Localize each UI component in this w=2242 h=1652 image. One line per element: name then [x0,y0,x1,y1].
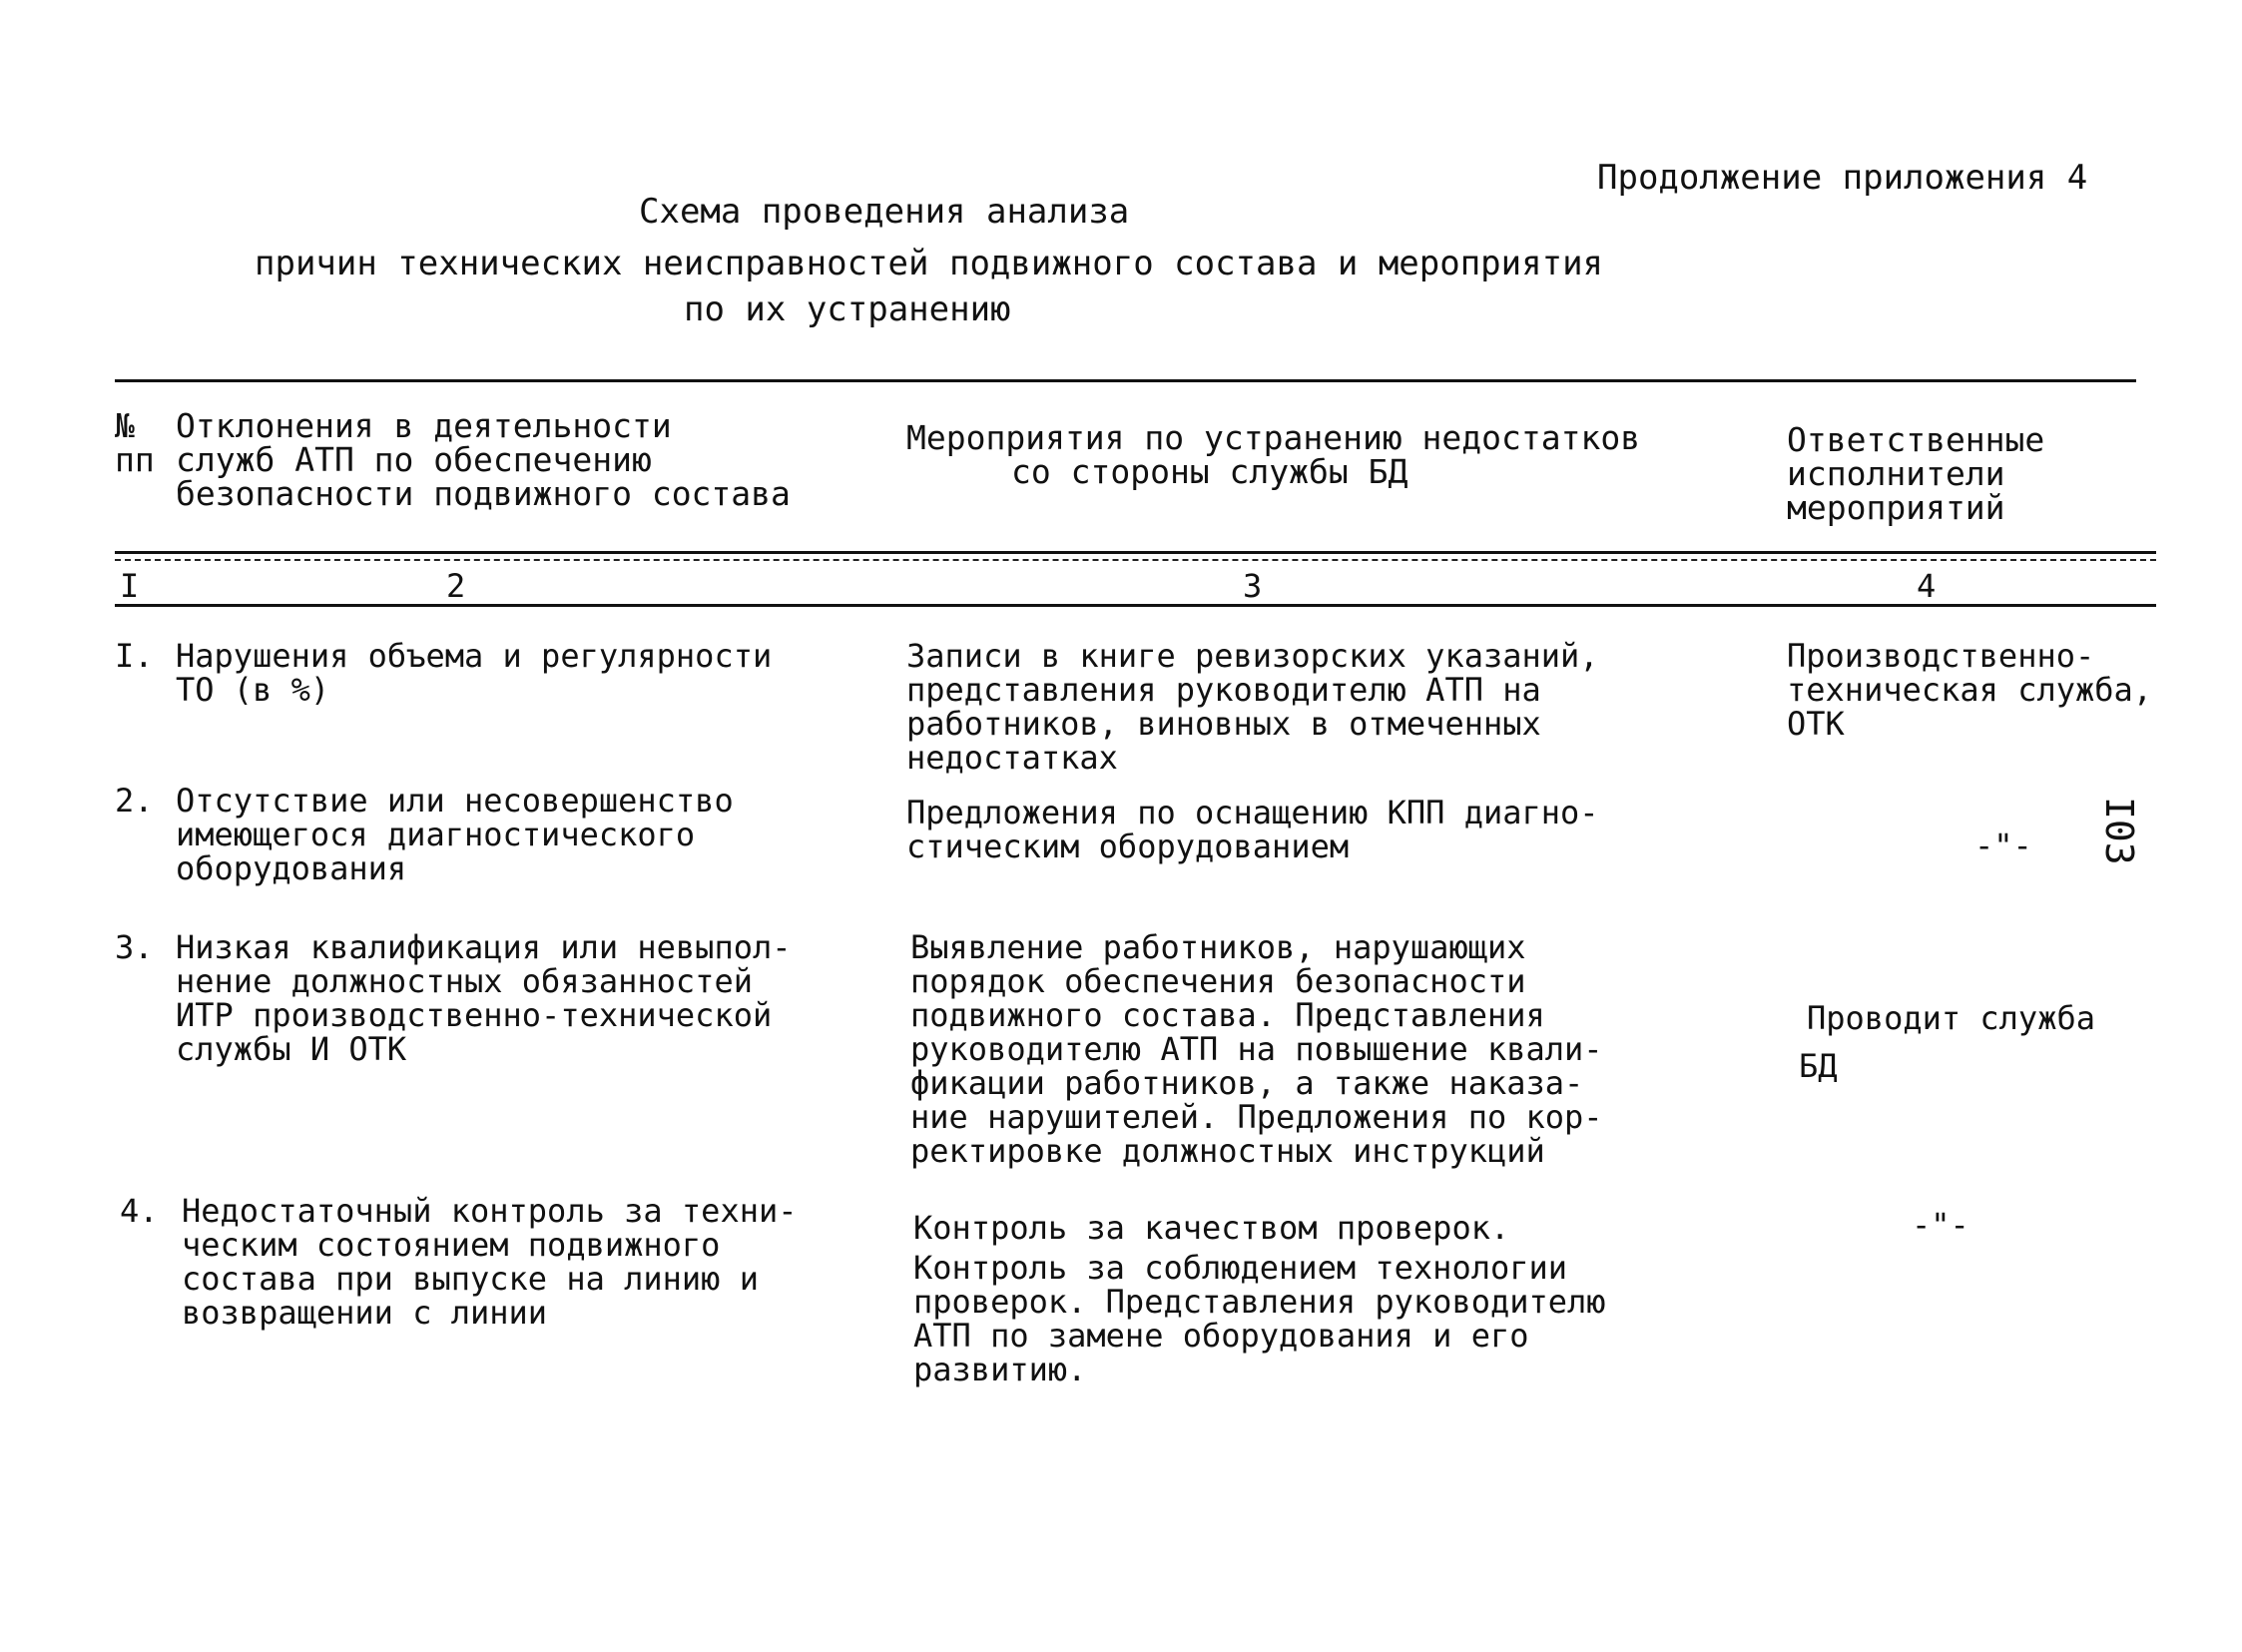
row-1-responsible-line-1: Производственно- [1787,637,2095,675]
header-num-line-1: № [115,406,135,445]
row-3-measure-line-1: Выявление работников, нарушающих [910,928,1526,966]
header-bottom-rule-secondary [115,559,2156,561]
page-number: I03 [2097,797,2141,865]
row-4-measure-line-4: АТП по замене оборудования и его [913,1317,1529,1355]
table-top-rule [115,379,2136,382]
document-title-line-3: по их устранению [684,289,1011,329]
row-3-measure [910,930,1603,1168]
row-4-deviation-line-4: возвращении с линии [182,1294,548,1332]
row-2-num: 2. [115,782,154,820]
row-1-responsible [1787,639,2152,741]
header-responsible-line-2: исполнители [1787,454,2005,493]
row-2-deviation-line-1: Отсутствие или несовершенство [176,782,734,820]
header-deviations [176,406,791,513]
header-responsible-line-1: Ответственные [1787,420,2045,459]
row-4-num: 4. [120,1192,159,1230]
row-4-measure-line-3: проверок. Представления руководителю [913,1283,1606,1321]
header-bottom-rule [115,551,2156,554]
row-1-deviation-line-2: ТО (в %) [176,671,330,709]
row-1-deviation-line-1: Нарушения объема и регулярности [176,637,773,675]
row-3-responsible-line-1: Проводит служба [1807,999,2095,1037]
row-2-measure-line-2: стическим оборудованием [906,827,1350,865]
row-4-measure-line-5: развитию. [913,1351,1087,1388]
row-3-measure-line-5: фикации работников, а также наказа- [910,1064,1584,1102]
row-1-responsible-line-3: ОТК [1787,705,1845,743]
row-3-measure-line-6: ние нарушителей. Предложения по кор- [910,1098,1603,1136]
header-deviations-line-2: служб АТП по обеспечению [176,440,652,479]
row-3-responsible [1799,994,2095,1090]
row-4-deviation-line-2: ческим состоянием подвижного [182,1226,721,1264]
row-2-responsible: -"- [1974,826,2032,864]
row-3-measure-line-2: порядок обеспечения безопасности [910,962,1526,1000]
column-number-4: 4 [1917,567,1937,605]
row-4-measure-line-2: Контроль за соблюдением технологии [913,1249,1568,1287]
row-3-measure-line-7: ректировке должностных инструкций [910,1132,1545,1170]
row-1-measure-line-2: представления руководителю АТП на [906,671,1541,709]
row-1-measure-line-3: работников, виновных в отмеченных [906,705,1541,743]
row-4-responsible: -"- [1912,1206,1969,1244]
row-1-num: I. [115,637,154,675]
row-3-measure-line-3: подвижного состава. Представления [910,996,1545,1034]
row-3-num: 3. [115,928,154,966]
row-1-deviation [176,639,772,707]
row-3-deviation-line-1: Низкая квалификация или невыпол- [176,928,792,966]
row-3-responsible-line-2: БД [1799,1047,1838,1085]
row-2-measure-line-1: Предложения по оснащению КПП диагно- [906,794,1599,831]
header-deviations-line-1: Отклонения в деятельности [176,406,672,445]
appendix-note: Продолжение приложения 4 [1597,158,2088,198]
row-3-deviation-line-2: нение должностных обязанностей [176,962,753,1000]
column-number-2: 2 [446,567,466,605]
row-3-measure-line-4: руководителю АТП на повышение квали- [910,1030,1603,1068]
row-1-measure-line-4: недостатках [906,739,1118,777]
header-responsible [1787,420,2045,527]
row-1-measure [906,639,1599,775]
header-deviations-line-3: безопасности подвижного состава [176,474,791,513]
header-measures-line-1: Мероприятия по устранению недостатков [906,418,1641,457]
row-2-deviation-line-3: оборудования [176,849,407,887]
column-number-rule [115,604,2156,607]
row-4-deviation [182,1194,798,1330]
document-title-line-2: причин технических неисправностей подвижного состава и мероприятия [255,244,1604,283]
header-responsible-line-3: мероприятий [1787,488,2005,527]
row-4-deviation-line-1: Недостаточный контроль за техни- [182,1192,798,1230]
row-2-deviation-line-2: имеющегося диагностического [176,816,696,853]
header-measures-line-2: со стороны службы БД [1011,452,1408,491]
header-measures [906,418,1641,491]
row-4-deviation-line-3: состава при выпуске на линию и [182,1260,759,1298]
header-num-line-2: пп [115,440,155,479]
header-num [115,406,155,479]
row-3-deviation-line-4: службы И ОТК [176,1030,407,1068]
column-number-3: 3 [1243,567,1263,605]
row-1-measure-line-1: Записи в книге ревизорских указаний, [906,637,1599,675]
row-2-measure [906,796,1599,863]
row-3-deviation [176,930,792,1066]
document-title-line-1: Схема проведения анализа [639,192,1130,232]
row-4-measure [913,1211,1606,1386]
row-4-measure-line-1: Контроль за качеством проверок. [913,1209,1510,1247]
row-1-responsible-line-2: техническая служба, [1787,671,2153,709]
row-3-deviation-line-3: ИТР производственно-технической [176,996,773,1034]
column-number-1: I [120,567,140,605]
row-2-deviation [176,784,734,885]
